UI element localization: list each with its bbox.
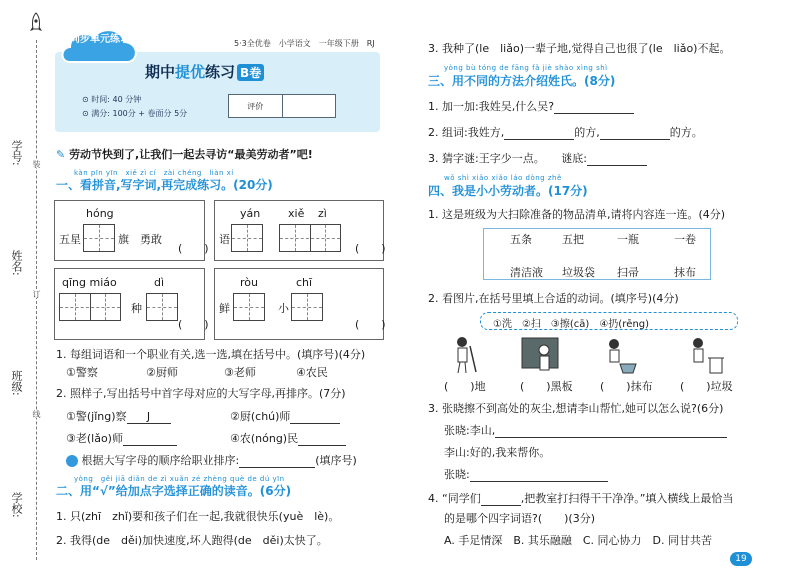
word-right: 种 xyxy=(131,302,142,315)
answer-paren[interactable]: ( ) xyxy=(178,242,209,255)
option-text: ③老师 xyxy=(224,366,256,379)
group-pinyin: ròu xyxy=(240,276,258,289)
answer-line[interactable] xyxy=(298,445,346,446)
s3q2-end: 的方。 xyxy=(669,126,703,139)
verb-list: ①洗 ②扫 ③擦(cā) ④扔(rēng) xyxy=(493,319,650,330)
s3q2-text: 2. 组词:我姓方, xyxy=(428,126,505,139)
answer-paren[interactable]: ( ) xyxy=(355,242,386,255)
dialog-line: 李山:好的,我来帮你。 xyxy=(444,446,551,459)
s4-question-3: 3. 张晓擦不到高处的灰尘,想请李山帮忙,她可以怎么说?(6分) xyxy=(428,402,724,415)
list-top[interactable]: 五条 xyxy=(510,233,532,246)
answer-line[interactable] xyxy=(600,139,670,140)
s4-question-1: 1. 这是班级为大扫除准备的物品清单,请将内容连一连。(4分) xyxy=(428,208,726,221)
q2-item xyxy=(230,408,340,424)
answer-line[interactable] xyxy=(481,505,521,506)
rocket-icon xyxy=(28,12,44,36)
section-pinyin: yòng gěi jiā diǎn de zì xuǎn zé zhèng què de dú yīn xyxy=(74,475,285,483)
evaluation-label: 评价 xyxy=(229,95,283,117)
s2-question-1: 1. 只(zhī zhǐ)要和孩子们在一起,我就很快乐(yuè lè)。 xyxy=(56,510,340,523)
group-pinyin: xiě xyxy=(288,207,305,220)
answer-line[interactable] xyxy=(587,165,647,166)
q4-choices[interactable]: A. 手足情深 B. 其乐融融 C. 同心协力 D. 同甘共苦 xyxy=(444,534,712,547)
group-pinyin: hóng xyxy=(86,207,114,220)
q4-text: 4. “同学们 xyxy=(428,492,481,505)
option-text: ①警察 xyxy=(66,366,98,379)
binding-note: 装 xyxy=(32,160,41,168)
title-part: 提优 xyxy=(175,63,206,81)
sweeping-figure-icon xyxy=(444,336,484,374)
badge-cloud-icon xyxy=(58,22,142,76)
time-limit: ⊙ 时间: 40 分钟 xyxy=(82,95,142,104)
verb-options xyxy=(480,312,738,330)
paper-tag: B卷 xyxy=(237,64,264,81)
answer-line[interactable] xyxy=(123,445,177,446)
option xyxy=(296,364,328,380)
group-pinyin: zì xyxy=(318,207,327,220)
s2-question-2: 2. 我得(de děi)加快速度,坏人跑得(de děi)太快了。 xyxy=(56,534,328,547)
score-info: ⊙ 满分: 100分 + 卷面分 5分 xyxy=(82,109,188,118)
verb-blank[interactable]: ( )黑板 xyxy=(520,380,573,393)
page-number: 19 xyxy=(730,552,752,566)
q2-word: ①警(jǐng)察 xyxy=(66,410,127,423)
verb-blank[interactable]: ( )地 xyxy=(444,380,486,393)
sort-text: 根据大写字母的顺序给职业排序: xyxy=(81,454,240,467)
binding-note: 线 xyxy=(32,410,41,418)
list-bottom[interactable]: 清洁液 xyxy=(510,266,543,279)
q2-word: ④农(nóng)民 xyxy=(230,432,299,445)
verb-blank[interactable]: ( )垃圾 xyxy=(680,380,733,393)
answer-line[interactable] xyxy=(239,467,315,468)
title-part: 练习 xyxy=(205,63,236,81)
label-number: 学号: xyxy=(10,140,23,166)
question-1: 1. 每组词语和一个职业有关,选一选,填在括号中。(填序号)(4分) xyxy=(56,348,366,361)
group-pinyin: yán xyxy=(240,207,261,220)
dialog-line xyxy=(444,422,727,438)
answer-line[interactable] xyxy=(554,113,634,114)
list-bottom[interactable]: 抹布 xyxy=(674,266,696,279)
s4-question-2: 2. 看图片,在括号里填上合适的动词。(填序号)(4分) xyxy=(428,292,679,305)
s3-question-2 xyxy=(428,124,703,140)
s3q3-text: 3. 猜字谜:王字少一点。 xyxy=(428,152,540,165)
washing-figure-icon xyxy=(600,336,640,374)
section-pinyin: kàn pīn yīn xiě zì cí zài chéng liàn xí xyxy=(74,169,234,177)
list-bottom[interactable]: 扫帚 xyxy=(617,266,639,279)
list-top[interactable]: 五把 xyxy=(562,233,584,246)
title-part: 期中 xyxy=(145,63,176,81)
writing-grid[interactable] xyxy=(233,293,265,321)
page-title xyxy=(145,61,264,82)
label-class: 班级: xyxy=(10,370,23,396)
time-text: 时间: 40 分钟 xyxy=(91,95,142,104)
section-pinyin: wǒ shì xiǎo xiǎo láo dòng zhě xyxy=(444,174,562,182)
option-text: ④农民 xyxy=(296,366,328,379)
sort-end: (填序号) xyxy=(315,454,357,467)
answer-line[interactable] xyxy=(504,139,574,140)
dialog-line xyxy=(444,466,608,482)
binding-note: 订 xyxy=(32,290,41,298)
answer-paren[interactable]: ( ) xyxy=(355,318,386,331)
section-title: 三、用不同的方法介绍姓氏。(8分) xyxy=(428,74,616,88)
answer-line[interactable] xyxy=(470,481,608,482)
word-right: 旗 勇敢 xyxy=(118,233,162,246)
s3-question-1 xyxy=(428,98,634,114)
q2-item xyxy=(66,430,177,446)
s4-question-4 xyxy=(428,490,733,506)
label-school: 学校: xyxy=(10,492,23,518)
q4-text-rest: ,把教室打扫得干干净净。”填入横线上最恰当 xyxy=(520,492,734,505)
trash-figure-icon xyxy=(686,336,726,374)
writing-grid[interactable] xyxy=(146,293,178,321)
q4-line-2: 的是哪个四字词语?( )(3分) xyxy=(444,512,596,525)
writing-grid[interactable] xyxy=(279,224,341,252)
s3q2-mid: 的方, xyxy=(574,126,600,139)
dialog-text: 张晓: xyxy=(444,468,470,481)
label-name: 姓名: xyxy=(10,250,23,276)
word-mid: 小 xyxy=(278,302,289,315)
dialog-text: 张晓:李山, xyxy=(444,424,496,437)
s2-question-3: 3. 我种了(le liǎo)一辈子地,觉得自己也很了(le liǎo)不起。 xyxy=(428,42,731,55)
writing-grid[interactable] xyxy=(231,224,263,252)
badge-text: 同步单元练习 xyxy=(70,34,130,45)
group-pinyin: dì xyxy=(154,276,165,289)
series-label: 5·3全优卷 小学语文 一年级下册 RJ xyxy=(234,39,375,48)
list-top[interactable]: 一卷 xyxy=(674,233,696,246)
intro-text xyxy=(56,146,313,162)
riddle-label: 谜底: xyxy=(561,152,587,165)
answer-line[interactable]: J xyxy=(127,410,171,424)
answer-line[interactable] xyxy=(290,423,340,424)
verb-blank[interactable]: ( )抹布 xyxy=(600,380,653,393)
s3q1-text: 1. 加一加:我姓吴,什么吴? xyxy=(428,100,555,113)
board-figure-icon xyxy=(520,336,560,374)
q2-sort xyxy=(66,452,357,468)
intro-sentence: 劳动节快到了,让我们一起去寻访“最美劳动者”吧! xyxy=(69,148,313,161)
group-pinyin: qīng miáo xyxy=(62,276,117,289)
writing-grid[interactable] xyxy=(59,293,121,321)
word-left: 鲜 xyxy=(219,302,230,315)
binding-line xyxy=(36,40,37,560)
writing-grid[interactable] xyxy=(83,224,115,252)
broom-icon: ✎ xyxy=(56,148,66,161)
list-top[interactable]: 一瓶 xyxy=(617,233,639,246)
answer-line[interactable] xyxy=(495,437,727,438)
group-pinyin: chī xyxy=(296,276,313,289)
score-text: 满分: 100分 + 卷面分 5分 xyxy=(91,109,188,118)
word-left: 五星 xyxy=(59,233,81,246)
word-left: 语 xyxy=(219,233,230,246)
s3-question-3 xyxy=(428,150,647,166)
q2-word: ③老(lǎo)师 xyxy=(66,432,123,445)
q2-item xyxy=(66,408,171,424)
section-title: 四、我是小小劳动者。(17分) xyxy=(428,184,588,198)
option xyxy=(66,364,98,380)
evaluation-box xyxy=(228,94,336,118)
option xyxy=(224,364,256,380)
answer-paren[interactable]: ( ) xyxy=(178,318,209,331)
section-pinyin: yòng bù tóng de fāng fǎ jiè shào xìng shì xyxy=(444,64,608,72)
writing-grid[interactable] xyxy=(291,293,323,321)
section-title: 一、看拼音,写字词,再完成练习。(20分) xyxy=(56,178,273,192)
q2-item xyxy=(230,430,346,446)
question-2: 2. 照样子,写出括号中首字母对应的大写字母,再排序。(7分) xyxy=(56,387,346,400)
option-text: ②厨师 xyxy=(146,366,178,379)
option xyxy=(146,364,178,380)
section-title: 二、用“√”给加点字选择正确的读音。(6分) xyxy=(56,484,292,498)
pencil-icon xyxy=(66,455,78,467)
q2-word: ②厨(chú)师 xyxy=(230,410,291,423)
evaluation-field[interactable] xyxy=(283,95,336,117)
list-bottom[interactable]: 垃圾袋 xyxy=(562,266,595,279)
